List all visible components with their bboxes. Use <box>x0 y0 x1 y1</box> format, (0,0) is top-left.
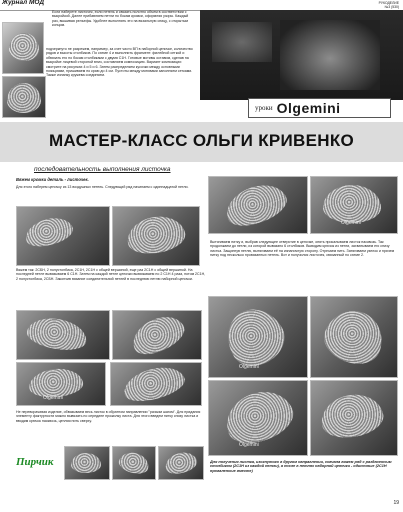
watermark: Olgemini <box>43 395 63 401</box>
photo-lace-collar <box>2 22 44 74</box>
photo-step-4 <box>310 176 398 234</box>
photo-step-2 <box>112 206 200 266</box>
brand-name: Olgemini <box>276 100 341 116</box>
intro-text-2: подчеркнуто не разрежем, например, за счет чисто ВП в наборной цепочке, количество рядов и высоты столбиков. По схеме 4 и выполнить фрагмент: филейной сеткой и обвязать его по бокам столбиками с двумя С1Н. Готовые мотивы оставим, сделав на выкройке лицевой стороной вниз, составляем композицию. Вариант композиции смотрите на рисунках 4 и 5 и 6. Затем распределяем кусочки между основными позициями, пришиваем по краю до 4 см. Пустоты между мотивами заполняем сетками. Также изнанку кружева соединяем. <box>46 47 193 78</box>
photo-top-left <box>2 76 46 118</box>
bottom-text: Для получения листка, изогнутого в другом направлении, сначала вяжем ряд с раздвоенным столбиком (2С1Н из каждой петли), а после в петлях наборной цепочки - одиночные (2С1Н проваленные вместе) <box>210 460 392 473</box>
photo-step-12 <box>310 380 398 456</box>
brand-tag-label: Пирчик <box>16 456 54 468</box>
section1-heading: Вяжем кромки деталь - листочек. <box>16 177 89 182</box>
page-title: МАСТЕР-КЛАСС ОЛЬГИ КРИВЕНКО <box>48 131 355 150</box>
photo-step-1 <box>16 206 110 266</box>
brand-box <box>248 98 391 118</box>
issue-number: №3 (530) <box>384 5 399 9</box>
page-number: 19 <box>393 500 399 506</box>
photo-step-10 <box>310 296 398 378</box>
section2-text: Вяжем так: 2СБН, 2 полустолбика, 2С1Н, 2С1Н с общей вершиной, еще раз 2С1Н с общей вершиной. На последней петле вывязываем 6 С1Н. Затем на каждой петле цепочки вывязываем по 2 С1Н 4 раза, потом 2С1Н, 2 полустолбика, 2СБН. Закончив вязание соединительной петлей в последнюю петлю наборной цепочки. <box>16 268 206 281</box>
watermark: Olgemini <box>239 442 259 448</box>
subtitle: последовательность выполнения листочка <box>34 166 171 173</box>
photo-step-3 <box>208 176 308 234</box>
photo-step-9 <box>208 296 308 378</box>
issue-label: РУКОДЕЛИЕ <box>378 1 399 5</box>
photo-step-15 <box>158 446 204 480</box>
photo-step-11 <box>208 380 308 456</box>
photo-step-5 <box>16 310 110 360</box>
author-photo <box>200 10 403 100</box>
brand-tag <box>16 456 62 478</box>
photo-step-14 <box>112 446 156 480</box>
brand-prefix: уроки <box>255 104 273 112</box>
right-text: Вытягиваем нитку и, выбрав следующее отверстие в цепочке, опять прокалываем листок насквозь. Так продолжаем до петли, из которой вывязано 6 столбиков. Выводим крючок из петли, захватываем его снизу листка. Защипнув петлю, вытягиваем её на изнаночную сторону. Отрезаем нить. Затягиваем узелок и прячем нитку под несколько провязанных петель. Вот и получился листочек, связанный по схеме 2. <box>210 240 395 258</box>
photo-step-8 <box>110 362 202 406</box>
photo-step-7 <box>16 362 106 406</box>
photo-step-6 <box>112 310 202 360</box>
section1-text: Для этого наберем цепочку из 13 воздушных петель. Следующий ряд начинаем с одиннадцатой петли. <box>16 185 189 189</box>
watermark: Olgemini <box>341 220 361 226</box>
intro-text: Если наберете листочек, если петель и связать полотно объем в соответствии с выкройкой. Далее прибавляем петли по бокам кромки, оформляя узоры. Каждый раз, вышивая рельефы. Удобнее выполнять это на вязальную спицу, с открытым концом. <box>52 10 189 28</box>
photo-step-13 <box>64 446 110 480</box>
magazine-logo: Журнал МОД <box>2 0 45 6</box>
watermark: Olgemini <box>239 364 259 370</box>
section3-text: Не переворачивая изделие, обвязываем весь листок в обратном направлении "рачьим шагом". Для придания элементу фактурности можно вывязать по середине прожилку листа. Для этого введем нитку снизу листка и вводим крючок насквозь, цепляя нить сверху. <box>16 410 201 423</box>
